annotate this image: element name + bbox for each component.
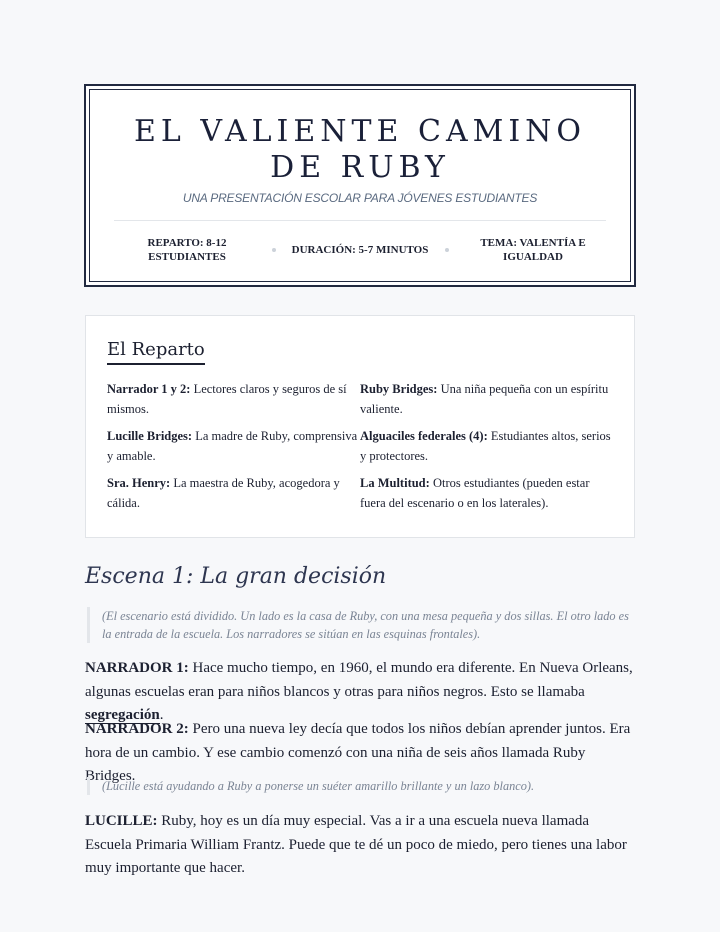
play-title: EL VALIENTE CAMINO DE RUBY bbox=[133, 114, 587, 185]
cast-role: La Multitud: bbox=[360, 476, 430, 490]
dialogue-text-end: . bbox=[159, 707, 164, 723]
glossary-term: segregación bbox=[85, 707, 160, 723]
dialogue-line-lucille bbox=[85, 810, 637, 881]
play-subtitle: UNA PRESENTACIÓN ESCOLAR PARA JÓVENES ESTUDIANTES bbox=[182, 191, 538, 205]
dialogue-text: Hace mucho tiempo, en 1960, el mundo era diferente. En Nueva Orleans, algunas escuelas eran para niños blancos y otras para niños negros. Esto se llamaba bbox=[85, 660, 633, 700]
cast-list bbox=[107, 379, 617, 520]
dialogue-line-narrador-1 bbox=[85, 657, 637, 728]
stage-direction: (Lucille está ayudando a Ruby a ponerse un suéter amarillo brillante y un lazo blanco). bbox=[87, 777, 635, 795]
meta-cast-size: REPARTO: 8-12 ESTUDIANTES bbox=[147, 237, 227, 263]
cast-item bbox=[107, 379, 360, 419]
title-card-inner-border bbox=[89, 89, 631, 282]
cast-role: Ruby Bridges: bbox=[360, 382, 438, 396]
dialogue-text: Pero una nueva ley decía que todos los niños debían aprender juntos. Era hora de un cambio. Y ese cambio comenzó con una niña de seis años llamada Ruby Bridges. bbox=[85, 721, 631, 784]
cast-description: Lectores claros y seguros de sí mismos. bbox=[107, 382, 347, 416]
dialogue-text: Ruby, hoy es un día muy especial. Vas a ir a una escuela nueva llamada Escuela Primaria William Frantz. Puede que te dé un poco de miedo, pero tienes una labor muy importante que hacer. bbox=[85, 813, 627, 876]
cast-item bbox=[360, 473, 613, 513]
cast-description: La madre de Ruby, comprensiva y amable. bbox=[107, 429, 358, 463]
cast-description: Una niña pequeña con un espíritu valiente. bbox=[360, 382, 609, 416]
cast-description: La maestra de Ruby, acogedora y cálida. bbox=[107, 476, 340, 510]
cast-item bbox=[360, 426, 613, 466]
cast-description: Estudiantes altos, serios y protectores. bbox=[360, 429, 611, 463]
meta-theme: TEMA: VALENTÍA E IGUALDAD bbox=[480, 237, 586, 263]
cast-card bbox=[85, 315, 635, 538]
cast-role: Lucille Bridges: bbox=[107, 429, 193, 443]
meta-duration: DURACIÓN: 5-7 MINUTOS bbox=[291, 244, 429, 256]
cast-heading: El Reparto bbox=[107, 339, 205, 365]
cast-role: Sra. Henry: bbox=[107, 476, 171, 490]
meta-separator-dot bbox=[272, 248, 276, 252]
play-meta-row bbox=[112, 236, 608, 264]
cast-item bbox=[360, 379, 613, 419]
cast-item bbox=[107, 426, 360, 466]
speaker-name: NARRADOR 1: bbox=[85, 660, 189, 676]
title-divider bbox=[114, 220, 606, 221]
cast-role: Narrador 1 y 2: bbox=[107, 382, 191, 396]
scene-title: Escena 1: La gran decisión bbox=[85, 564, 387, 589]
speaker-name: LUCILLE: bbox=[85, 813, 158, 829]
cast-role: Alguaciles federales (4): bbox=[360, 429, 488, 443]
title-card bbox=[84, 84, 636, 287]
stage-direction: (El escenario está dividido. Un lado es la casa de Ruby, con una mesa pequeña y dos sillas. El otro lado es la entrada de la escuela. Los narradores se sitúan en las esquinas frontales). bbox=[87, 607, 635, 643]
speaker-name: NARRADOR 2: bbox=[85, 721, 189, 737]
meta-separator-dot bbox=[445, 248, 449, 252]
cast-item bbox=[107, 473, 360, 513]
cast-description: Otros estudiantes (pueden estar fuera del escenario o en los laterales). bbox=[360, 476, 590, 510]
